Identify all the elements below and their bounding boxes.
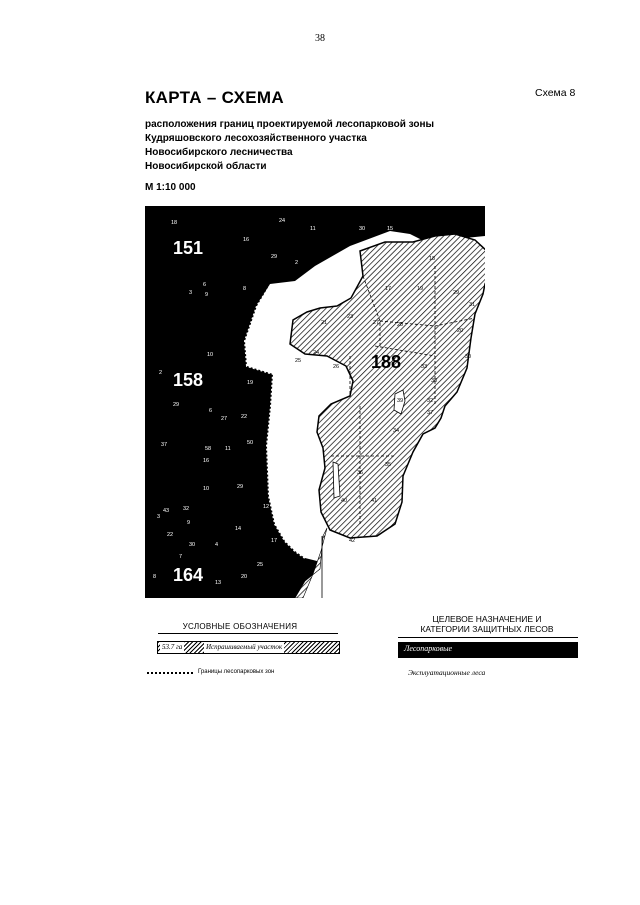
section-number: 8: [153, 574, 157, 580]
section-number: 12: [263, 504, 270, 510]
section-number: 29: [173, 402, 180, 408]
section-number: 20: [457, 328, 464, 334]
section-number: 38: [431, 378, 438, 384]
section-number: 19: [247, 380, 254, 386]
section-number: 15: [387, 226, 394, 232]
section-number: 19: [417, 286, 424, 292]
legend-boundary-line: [147, 672, 193, 674]
subtitle-line: Новосибирской области: [145, 161, 267, 172]
legend-divider: [158, 633, 338, 634]
section-number: 9: [205, 292, 209, 298]
quarter-label: 188: [371, 352, 402, 372]
section-number: 41: [371, 498, 378, 504]
section-number: 37: [427, 410, 434, 416]
section-number: 36: [357, 470, 364, 476]
section-number: 13: [215, 580, 222, 586]
quarter-label: 158: [173, 370, 204, 390]
section-number: 7: [179, 554, 183, 560]
section-number: 8: [243, 286, 247, 292]
quarter-label: 151: [173, 238, 204, 258]
section-number: 22: [167, 532, 174, 538]
section-number: 43: [163, 508, 170, 514]
categories-title-line: КАТЕГОРИИ ЗАЩИТНЫХ ЛЕСОВ: [420, 624, 554, 634]
section-number: 18: [429, 256, 436, 262]
section-number: 4: [215, 542, 219, 548]
categories-divider: [398, 637, 578, 638]
page-number: 38: [315, 33, 325, 44]
legend-boundary-label: Границы лесопарковых зон: [198, 669, 275, 675]
section-number: 33: [421, 364, 428, 370]
category-protective-swatch: [398, 642, 578, 658]
quarter-label: 164: [173, 565, 204, 585]
legend-swatch-label: Испрашиваемый участок: [206, 643, 283, 651]
section-number: 26: [333, 364, 340, 370]
section-number: 29: [237, 484, 244, 490]
subtitle-line: Новосибирского лесничества: [145, 147, 293, 158]
section-number: 6: [203, 282, 207, 288]
section-number: 16: [203, 458, 210, 464]
section-number: 24: [279, 218, 286, 224]
section-number: 39: [397, 398, 404, 404]
categories-title: [395, 614, 579, 634]
legend-swatch-code: 53.7 га: [162, 643, 183, 651]
section-number: 10: [207, 352, 214, 358]
section-number: 14: [235, 526, 242, 532]
section-number: 37: [161, 442, 168, 448]
categories-title-line: ЦЕЛЕВОЕ НАЗНАЧЕНИЕ И: [432, 614, 542, 624]
section-number: 50: [247, 440, 254, 446]
section-number: 32: [427, 398, 434, 404]
section-number: 23: [347, 314, 354, 320]
section-number: 35: [385, 462, 392, 468]
section-number: 6: [209, 408, 213, 414]
section-number: 31: [469, 302, 476, 308]
document-title: КАРТА – СХЕМА: [145, 88, 284, 107]
section-number: 40: [341, 498, 348, 504]
category-protective-label: Лесопарковые: [404, 644, 453, 653]
section-number: 17: [385, 286, 392, 292]
section-number: 32: [183, 506, 190, 512]
section-number: 22: [241, 414, 248, 420]
section-number: 28: [397, 322, 404, 328]
section-number: 34: [393, 428, 400, 434]
section-number: 2: [295, 260, 299, 266]
section-number: 17: [271, 538, 278, 544]
forest-map: [145, 206, 485, 598]
section-number: 30: [465, 354, 472, 360]
scheme-label: Схема 8: [535, 87, 576, 99]
legend-requested-parcel-swatch: [157, 641, 340, 654]
section-number: 30: [189, 542, 196, 548]
document-subtitle: [145, 118, 434, 174]
section-number: 18: [171, 220, 178, 226]
section-number: 11: [310, 226, 316, 232]
subtitle-line: расположения границ проектируемой лесопарковой зоны: [145, 119, 435, 130]
section-number: 30: [359, 226, 366, 232]
section-number: 42: [349, 538, 356, 544]
section-number: 29: [453, 290, 460, 296]
section-number: 29: [271, 254, 278, 260]
section-number: 20: [241, 574, 248, 580]
legend-title: УСЛОВНЫЕ ОБОЗНАЧЕНИЯ: [182, 622, 298, 631]
section-number: 9: [187, 520, 191, 526]
map-scale: М 1:10 000: [145, 182, 196, 193]
section-number: 27: [221, 416, 228, 422]
section-number: 25: [295, 358, 302, 364]
section-number: 58: [205, 446, 212, 452]
section-number: 3: [157, 514, 161, 520]
section-number: 3: [189, 290, 193, 296]
section-number: 10: [203, 486, 210, 492]
section-number: 24: [313, 350, 320, 356]
section-number: 27: [373, 320, 380, 326]
requested-parcel: [290, 234, 485, 538]
subtitle-line: Кудряшовского лесохозяйственного участка: [145, 133, 367, 144]
section-number: 11: [225, 446, 231, 452]
section-number: 2: [159, 370, 163, 376]
category-exploitation-label: Эксплуатационные леса: [408, 668, 486, 677]
section-number: 21: [321, 320, 328, 326]
section-number: 16: [243, 237, 250, 243]
section-number: 25: [257, 562, 264, 568]
